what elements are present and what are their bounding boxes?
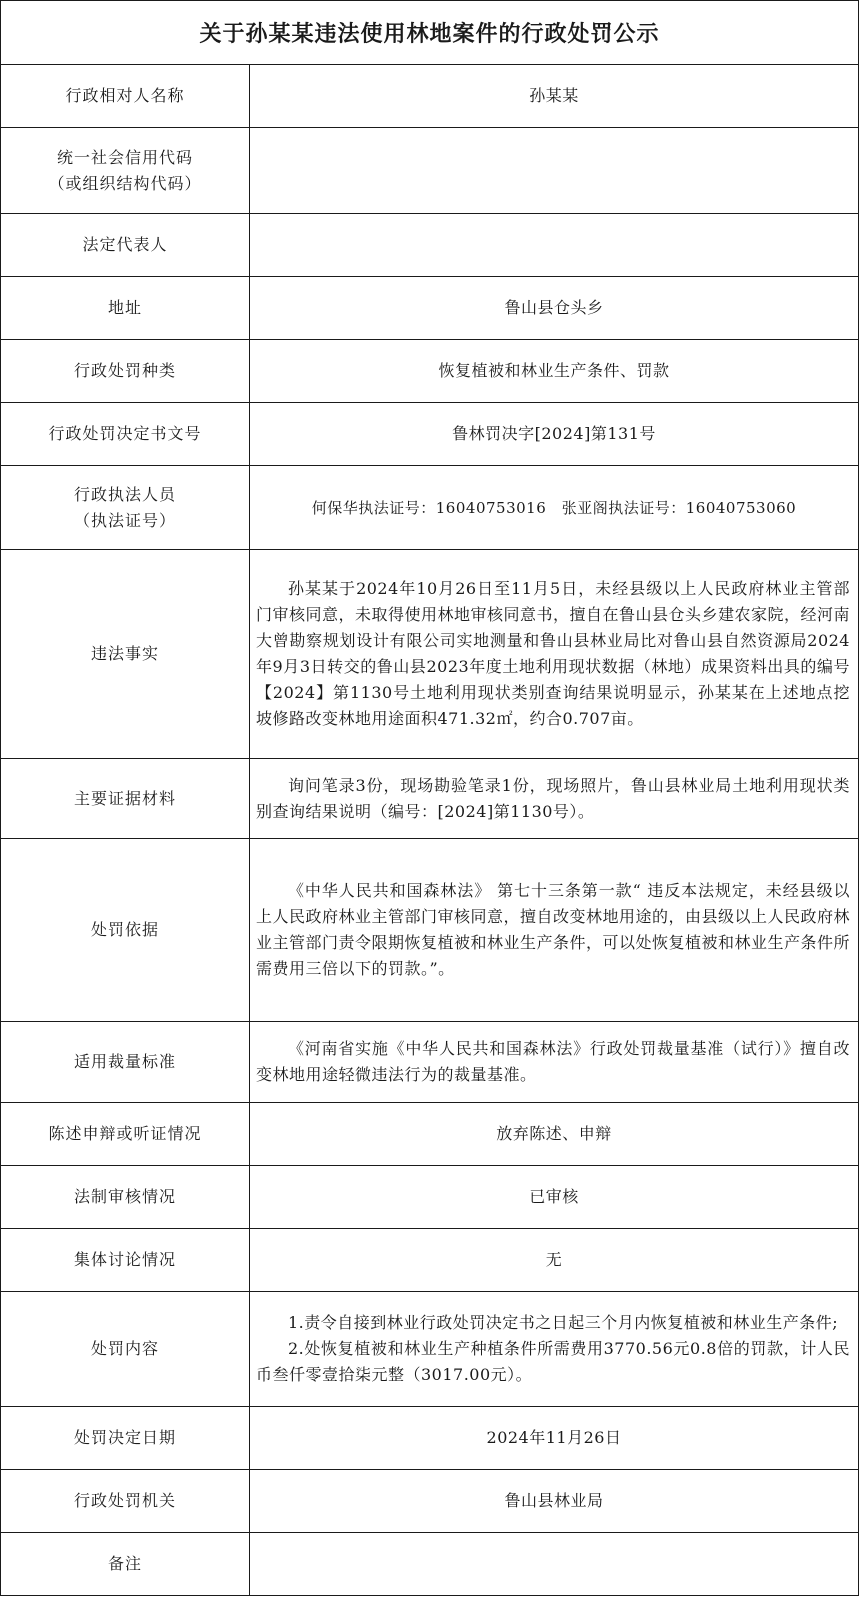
penalty-item-2: 2.处恢复植被和林业生产种植条件所需费用3770.56元0.8倍的罚款，计人民币叁仟零壹拾柒元整（3017.00元）。 <box>256 1339 850 1384</box>
table-row <box>1 214 859 277</box>
table-row <box>1 403 859 466</box>
row-label: 备注 <box>1 1533 250 1596</box>
row-label <box>1 128 250 214</box>
row-value: 鲁林罚决字[2024]第131号 <box>250 403 859 466</box>
row-value: 已审核 <box>250 1166 859 1229</box>
row-value: 鲁山县仓头乡 <box>250 277 859 340</box>
row-value <box>250 1292 859 1407</box>
row-label: 处罚内容 <box>1 1292 250 1407</box>
table-row <box>1 1292 859 1407</box>
row-label: 行政处罚决定书文号 <box>1 403 250 466</box>
penalty-basis-text: 《中华人民共和国森林法》 第七十三条第一款“ 违反本法规定，未经县级以上人民政府林业主管部门审核同意，擅自改变林地用途的，由县级以上人民政府林业主管部门责令限期恢复植被和林业生产条件，可以处恢复植被和林业生产条件所需费用三倍以下的罚款。”。 <box>256 881 851 978</box>
row-label: 行政相对人名称 <box>1 65 250 128</box>
row-label-line2: （或组织结构代码） <box>48 173 202 193</box>
row-value: 无 <box>250 1229 859 1292</box>
row-label: 集体讨论情况 <box>1 1229 250 1292</box>
row-label: 处罚依据 <box>1 839 250 1022</box>
table-row <box>1 1533 859 1596</box>
row-label: 陈述申辩或听证情况 <box>1 1103 250 1166</box>
row-label-line2: （执法证号） <box>73 510 176 530</box>
table-row <box>1 1407 859 1470</box>
row-value <box>250 214 859 277</box>
row-value: 2024年11月26日 <box>250 1407 859 1470</box>
violation-facts-text: 孙某某于2024年10月26日至11月5日，未经县级以上人民政府林业主管部门审核同意，未取得使用林地审核同意书，擅自在鲁山县仓头乡建农家院，经河南大曾勘察规划设计有限公司实地测量和鲁山县林业局比对鲁山县自然资源局2024年9月3日转交的鲁山县2023年度土地利用现状数据（林地）成果资料出具的编号【2024】第1130号土地利用现状类别查询结果说明显示，孙某某在上述地点挖坡修路改变林地用途面积471.32㎡，约合0.707亩。 <box>256 579 851 728</box>
row-value: 何保华执法证号：16040753016 张亚阁执法证号：16040753060 <box>250 466 859 550</box>
row-label: 行政处罚种类 <box>1 340 250 403</box>
row-value <box>250 839 859 1022</box>
table-row <box>1 1166 859 1229</box>
row-label: 行政处罚机关 <box>1 1470 250 1533</box>
row-value: 孙某某 <box>250 65 859 128</box>
table-row <box>1 550 859 759</box>
table-row <box>1 128 859 214</box>
table-row <box>1 759 859 839</box>
row-label: 违法事实 <box>1 550 250 759</box>
table-row <box>1 1103 859 1166</box>
table-row <box>1 1470 859 1533</box>
row-value <box>250 550 859 759</box>
discretion-standard-text: 《河南省实施《中华人民共和国森林法》行政处罚裁量基准（试行）》擅自改变林地用途轻微违法行为的裁量基准。 <box>256 1039 850 1084</box>
penalty-table <box>0 64 859 1596</box>
table-row <box>1 839 859 1022</box>
penalty-item-1: 1.责令自接到林业行政处罚决定书之日起三个月内恢复植被和林业生产条件; <box>288 1313 839 1332</box>
row-value: 鲁山县林业局 <box>250 1470 859 1533</box>
evidence-text: 询问笔录3份，现场勘验笔录1份，现场照片，鲁山县林业局土地利用现状类别查询结果说明（编号：[2024]第1130号）。 <box>256 775 850 821</box>
row-value <box>250 1533 859 1596</box>
row-label: 法定代表人 <box>1 214 250 277</box>
row-label: 处罚决定日期 <box>1 1407 250 1470</box>
table-row <box>1 340 859 403</box>
row-label: 主要证据材料 <box>1 759 250 839</box>
table-row <box>1 65 859 128</box>
row-label <box>1 466 250 550</box>
row-label: 地址 <box>1 277 250 340</box>
row-value <box>250 128 859 214</box>
table-row <box>1 466 859 550</box>
notice-title: 关于孙某某违法使用林地案件的行政处罚公示 <box>0 0 859 64</box>
row-label: 适用裁量标准 <box>1 1022 250 1103</box>
table-row <box>1 277 859 340</box>
row-label-line1: 统一社会信用代码 <box>56 147 193 167</box>
row-value: 恢复植被和林业生产条件、罚款 <box>250 340 859 403</box>
row-label: 法制审核情况 <box>1 1166 250 1229</box>
row-value: 放弃陈述、申辩 <box>250 1103 859 1166</box>
row-label-line1: 行政执法人员 <box>73 484 176 504</box>
row-value <box>250 759 859 839</box>
row-value <box>250 1022 859 1103</box>
table-row <box>1 1022 859 1103</box>
table-row <box>1 1229 859 1292</box>
